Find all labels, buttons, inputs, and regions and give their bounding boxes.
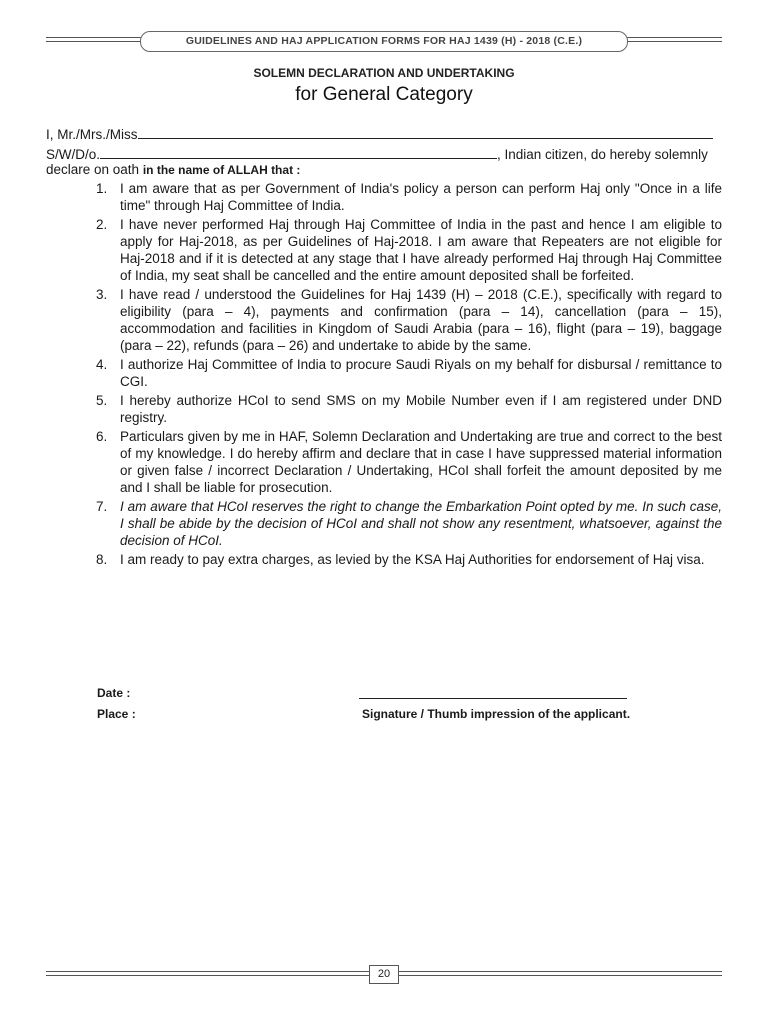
declaration-item: 1. I am aware that as per Government of India's policy a person can perform Haj only "Once in a life time" through Haj Committee of India. bbox=[96, 181, 722, 213]
footer-rule-left-top bbox=[46, 971, 369, 972]
declaration-item: 5. I hereby authorize HCoI to send SMS on my Mobile Number even if I am registered under DND registry. bbox=[96, 393, 722, 425]
footer-rule-right-top bbox=[399, 971, 722, 972]
citizen-text: , Indian citizen, do hereby solemnly bbox=[497, 147, 708, 162]
declaration-item: 3. I have read / understood the Guidelines for Haj 1439 (H) – 2018 (C.E.), specifically with regard to eligibility (para – 4), payments and confirmation (para – 14), cancellation (para – 15), accommodation and facilities in Kingdom of Saudi Arabia (para – 16), flight (para – 19), baggage (para – 22), refunds (para – 26) and undertake to abide by the same. bbox=[96, 287, 722, 353]
header-rule-left-bottom bbox=[46, 41, 142, 42]
place-label: Place : bbox=[97, 707, 136, 721]
declaration-item: 8. I am ready to pay extra charges, as levied by the KSA Haj Authorities for endorsement of Haj visa. bbox=[96, 552, 705, 567]
oath-line bbox=[46, 161, 300, 179]
relation-label: S/W/D/o. bbox=[46, 147, 101, 162]
footer-rule-left-bottom bbox=[46, 975, 369, 976]
footer-rule-right-bottom bbox=[399, 975, 722, 976]
signature-line[interactable] bbox=[359, 698, 627, 699]
header-rule-left-top bbox=[46, 37, 142, 38]
relation-blank-field[interactable] bbox=[100, 145, 497, 159]
name-blank-field[interactable] bbox=[138, 125, 713, 139]
oath-prefix: declare on oath bbox=[46, 162, 140, 177]
document-subtitle: for General Category bbox=[295, 84, 473, 105]
date-label: Date : bbox=[97, 686, 131, 700]
declaration-item: 2. I have never performed Haj through Haj Committee of India in the past and hence I am eligible to apply for Haj-2018, as per Guidelines of Haj-2018. I am aware that Repeaters are not eligible for Haj-2018 and if it is detected at any stage that I have already performed Haj through Haj Committee of India, my seat shall be cancelled and the entire amount deposited shall be forfeited. bbox=[96, 217, 722, 283]
signature-label: Signature / Thumb impression of the applicant. bbox=[362, 707, 631, 721]
document-title: SOLEMN DECLARATION AND UNDERTAKING bbox=[253, 66, 515, 80]
name-label: I, Mr./Mrs./Miss bbox=[46, 127, 138, 142]
oath-bold: in the name of ALLAH that : bbox=[142, 163, 301, 177]
declaration-item: 6. Particulars given by me in HAF, Solemn Declaration and Undertaking are true and correct to the best of my knowledge. I do hereby affirm and declare that in case I have suppressed material information or given false / incorrect Declaration / Undertaking, HCoI shall forfeit the amount deposited by me and I shall be liable for prosecution. bbox=[96, 429, 722, 495]
declaration-item: 7. I am aware that HCoI reserves the right to change the Embarkation Point opted by me. In such case, I shall be abide by the decision of HCoI and shall not show any resentment, whatsoever, against the decision of HCoI. bbox=[96, 499, 722, 548]
running-title: GUIDELINES AND HAJ APPLICATION FORMS FOR HAJ 1439 (H) - 2018 (C.E.) bbox=[140, 31, 628, 52]
name-line bbox=[46, 125, 713, 143]
page-number: 20 bbox=[369, 965, 399, 984]
header-rule-right-top bbox=[626, 37, 722, 38]
declaration-item: 4. I authorize Haj Committee of India to procure Saudi Riyals on my behalf for disbursal / remittance to CGI. bbox=[96, 357, 722, 389]
declaration-list bbox=[90, 180, 722, 570]
header-rule-right-bottom bbox=[626, 41, 722, 42]
